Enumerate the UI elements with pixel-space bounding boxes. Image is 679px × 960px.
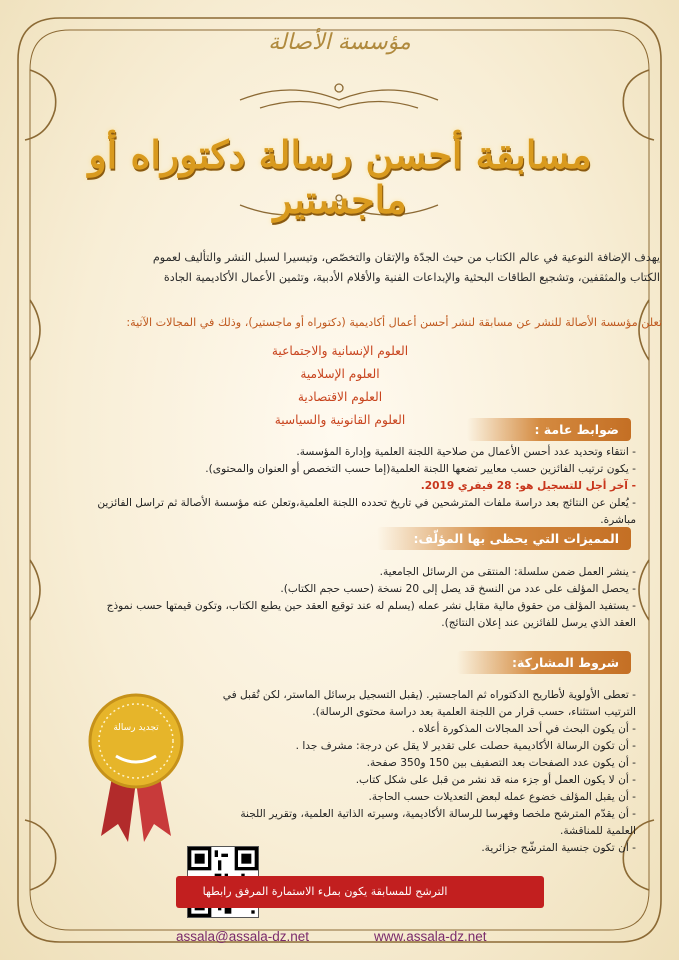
organization-name: مؤسسة الأصالة xyxy=(268,30,411,55)
conditions-list xyxy=(210,687,636,857)
registration-banner[interactable] xyxy=(176,876,544,908)
announcement: تعلن مؤسسة الأصالة للنشر عن مسابقة لنشر أحسن أعمال أكاديمية (دكتوراه أو ماجستير)، وذلك في المجالات الآتية: xyxy=(126,316,662,329)
list-item: - أن يكون البحث في أحد المجالات المذكورة أعلاه . xyxy=(411,723,636,735)
field-item: العلوم الاقتصادية xyxy=(297,390,383,404)
list-item: - أن يكون عدد الصفحات بعد التصفيف بين 150 و350 صفحة. xyxy=(366,757,636,769)
general-rules-list xyxy=(96,444,636,529)
list-item: - يكون ترتيب الفائزين حسب معايير تضعها اللجنة العلمية(إما حسب التخصص أو العنوان والمحتوى). xyxy=(205,463,636,475)
list-item: - انتقاء وتحديد عدد أحسن الأعمال من صلاحية اللجنة العلمية وإدارة المؤسسة. xyxy=(296,446,636,458)
list-item: - أن يقدّم المترشح ملخصا وفهرسا للرسالة الأكاديمية، وسيرته الذاتية العلمية، وتقرير اللجنة العلمية للمناقشة. xyxy=(240,808,636,837)
email-link[interactable]: assala@assala-dz.net xyxy=(176,929,310,944)
banner-text: الترشح للمسابقة يكون بملء الاستمارة المرفق رابطها xyxy=(202,885,448,898)
list-item: - أن تكون الرسالة الأكاديمية حصلت على تقدير لا يقل عن درجة: مشرف جدا . xyxy=(295,740,636,752)
list-item: - أن لا يكون العمل أو جزء منه قد نشر من قبل على شكل كتاب. xyxy=(355,774,636,786)
deadline-item: - آخر أجل للتسجيل هو: 28 فيفري 2019. xyxy=(420,480,636,492)
general-rules-heading: ضوابط عامة : xyxy=(467,418,631,441)
fields-list xyxy=(200,340,480,432)
intro-paragraph: يهدف الإضافة النوعية في عالم الكتاب من حيث الجدّة والإتقان والتخصّص، وتيسيرا لسبل النشر والتأليف لعموم الكتاب والمثقفين، وتشجيع الطاقات البحثية والإبداعات الفنية والأقلام الأدبية، وتثمين الأعمال الأكاديمية الجادة xyxy=(152,251,660,284)
list-item: - يستفيد المؤلف من حقوق مالية مقابل نشر عمله (يسلم له عند توقيع العقد حين يطبع الكتاب، وتكون قيمتها حسب نموذج العقد الذي يرسل للفائزين عند إعلان النتائج). xyxy=(106,600,636,629)
top-ornament-icon xyxy=(240,84,438,108)
conditions-heading: شروط المشاركة: xyxy=(457,651,631,674)
award-badge-icon xyxy=(86,686,186,846)
list-item: - يُعلن عن النتائج بعد دراسة ملفات المترشحين في تاريخ تحدده اللجنة العلمية،وتعلن عنه مؤسسة الأصالة ثم تراسل الفائزين مباشرة. xyxy=(97,497,636,526)
author-benefits-heading: المميزات التي يحظى بها المؤلّف: xyxy=(377,527,631,550)
badge-label: تجديد رسالة xyxy=(113,723,159,733)
list-item: - ينشر العمل ضمن سلسلة: المنتقى من الرسائل الجامعية. xyxy=(379,566,636,578)
list-item: - تعطى الأولوية لأطاريح الدكتوراه ثم الماجستير. (يقبل التسجيل برسائل الماستر، لكن تُقبل في الترتيب استثناء، حسب قرار من اللجنة العلمية بعد دراسة محتوى الرسالة). xyxy=(222,689,636,718)
list-item: - أن تكون جنسية المترشّح جزائرية. xyxy=(481,842,636,854)
list-item: - أن يقبل المؤلف خضوع عمله لبعض التعديلات حسب الحاجة. xyxy=(368,791,636,803)
author-benefits-list xyxy=(96,564,636,632)
list-item: - يحصل المؤلف على عدد من النسخ قد يصل إلى 20 نسخة (حسب حجم الكتاب). xyxy=(280,583,636,595)
field-item: العلوم الإسلامية xyxy=(300,367,380,381)
website-link[interactable]: www.assala-dz.net xyxy=(374,929,487,944)
page-title: مسابقة أحسن رسالة دكتوراه أو ماجستير xyxy=(88,132,592,222)
field-item: العلوم القانونية والسياسية xyxy=(274,413,406,427)
field-item: العلوم الإنسانية والاجتماعية xyxy=(271,344,409,358)
